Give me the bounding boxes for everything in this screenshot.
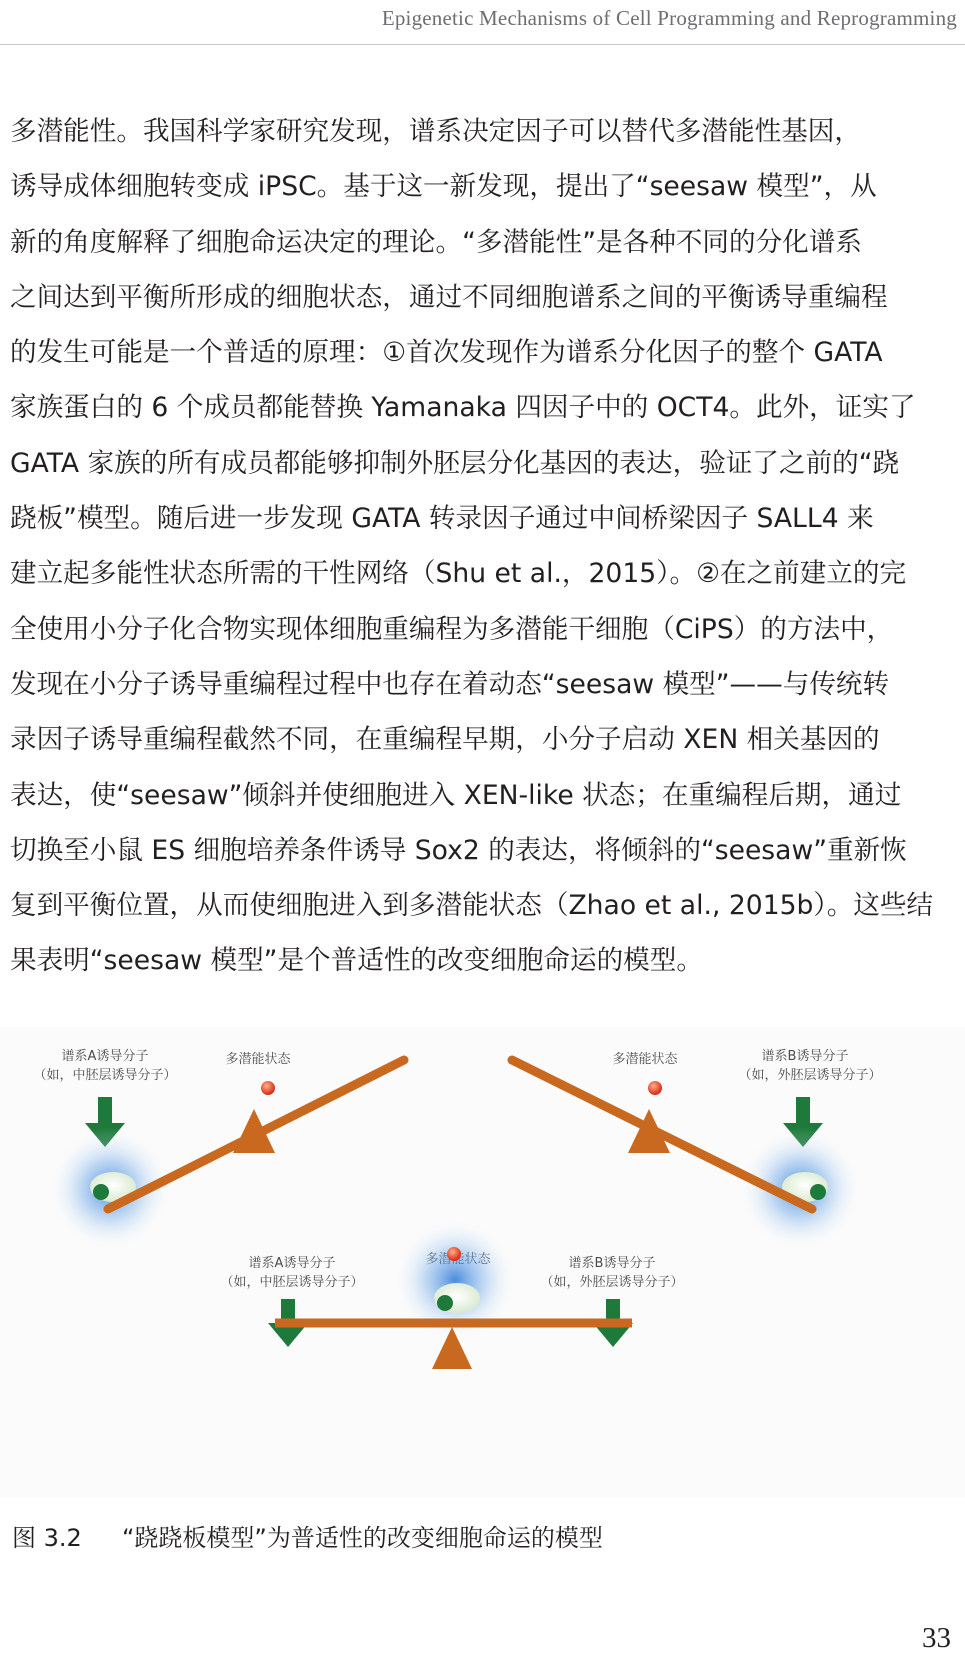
lineage-a-example-label: （如，中胚层诱导分子） xyxy=(220,1275,364,1290)
lineage-b-example-label: （如，外胚层诱导分子） xyxy=(540,1275,684,1290)
seesaw-diagram xyxy=(0,1027,965,1497)
body-line: GATA 家族的所有成员都能够抑制外胚层分化基因的表达，验证了之前的“跷 xyxy=(10,447,900,479)
cell-nucleus xyxy=(437,1295,453,1311)
lineage-a-title-label: 谱系A诱导分子 xyxy=(248,1256,336,1271)
body-line: 表达，使“seesaw”倾斜并使细胞进入 XEN-like 状态；在重编程后期，通过 xyxy=(10,779,902,811)
body-line: 跷板”模型。随后进一步发现 GATA 转录因子通过中间桥梁因子 SALL4 来 xyxy=(10,503,874,535)
body-line: 果表明“seesaw 模型”是个普适性的改变细胞命运的模型。 xyxy=(10,945,703,977)
lineage-b-title-label: 谱系B诱导分子 xyxy=(568,1256,656,1271)
body-line: 的发生可能是一个普适的原理：①首次发现作为谱系分化因子的整个 GATA xyxy=(10,337,883,369)
pluripotent-ball xyxy=(648,1081,662,1095)
seesaw-figure xyxy=(0,1027,965,1497)
figure-number: 图 3.2 xyxy=(12,1524,82,1552)
pluripotent-ball xyxy=(447,1247,461,1261)
body-line: 复到平衡位置，从而使细胞进入到多潜能状态（Zhao et al., 2015b）。这些结 xyxy=(10,890,934,922)
pluripotent-state-label: 多潜能状态 xyxy=(225,1052,291,1067)
figure-caption xyxy=(12,1518,603,1553)
lineage-b-example-label: （如，外胚层诱导分子） xyxy=(738,1068,882,1083)
header-rule xyxy=(0,44,965,45)
pluripotent-state-label: 多潜能状态 xyxy=(612,1052,678,1067)
body-line: 多潜能性。我国科学家研究发现，谱系决定因子可以替代多潜能性基因， xyxy=(10,116,861,147)
cell-nucleus xyxy=(810,1184,826,1200)
body-line: 建立起多能性状态所需的干性网络（Shu et al.，2015）。②在之前建立的完 xyxy=(10,558,907,590)
lineage-a-title-label: 谱系A诱导分子 xyxy=(61,1049,149,1064)
body-line: 录因子诱导重编程截然不同，在重编程早期，小分子启动 XEN 相关基因的 xyxy=(10,724,880,756)
body-line: 新的角度解释了细胞命运决定的理论。“多潜能性”是各种不同的分化谱系 xyxy=(10,226,862,258)
lineage-b-title-label: 谱系B诱导分子 xyxy=(761,1049,849,1064)
body-line: 之间达到平衡所形成的细胞状态，通过不同细胞谱系之间的平衡诱导重编程 xyxy=(10,281,888,313)
caption-text: “跷跷板模型”为普适性的改变细胞命运的模型 xyxy=(122,1524,603,1552)
pluripotent-ball xyxy=(261,1081,275,1095)
body-line: 发现在小分子诱导重编程过程中也存在着动态“seesaw 模型”——与传统转 xyxy=(10,668,890,700)
body-line: 全使用小分子化合物实现体细胞重编程为多潜能干细胞（CiPS）的方法中， xyxy=(10,613,894,645)
body-line: 诱导成体细胞转变成 iPSC。基于这一新发现，提出了“seesaw 模型”，从 xyxy=(10,171,877,203)
page-number: 33 xyxy=(922,1622,951,1654)
body-line: 切换至小鼠 ES 细胞培养条件诱导 Sox2 的表达，将倾斜的“seesaw”重新恢 xyxy=(10,834,907,866)
body-paragraph xyxy=(10,104,960,989)
running-head: Epigenetic Mechanisms of Cell Programming and Reprogramming xyxy=(381,6,957,30)
cell-nucleus xyxy=(93,1184,109,1200)
body-line: 家族蛋白的 6 个成员都能替换 Yamanaka 四因子中的 OCT4。此外，证实了 xyxy=(10,392,916,424)
lineage-a-example-label: （如，中胚层诱导分子） xyxy=(33,1068,177,1083)
